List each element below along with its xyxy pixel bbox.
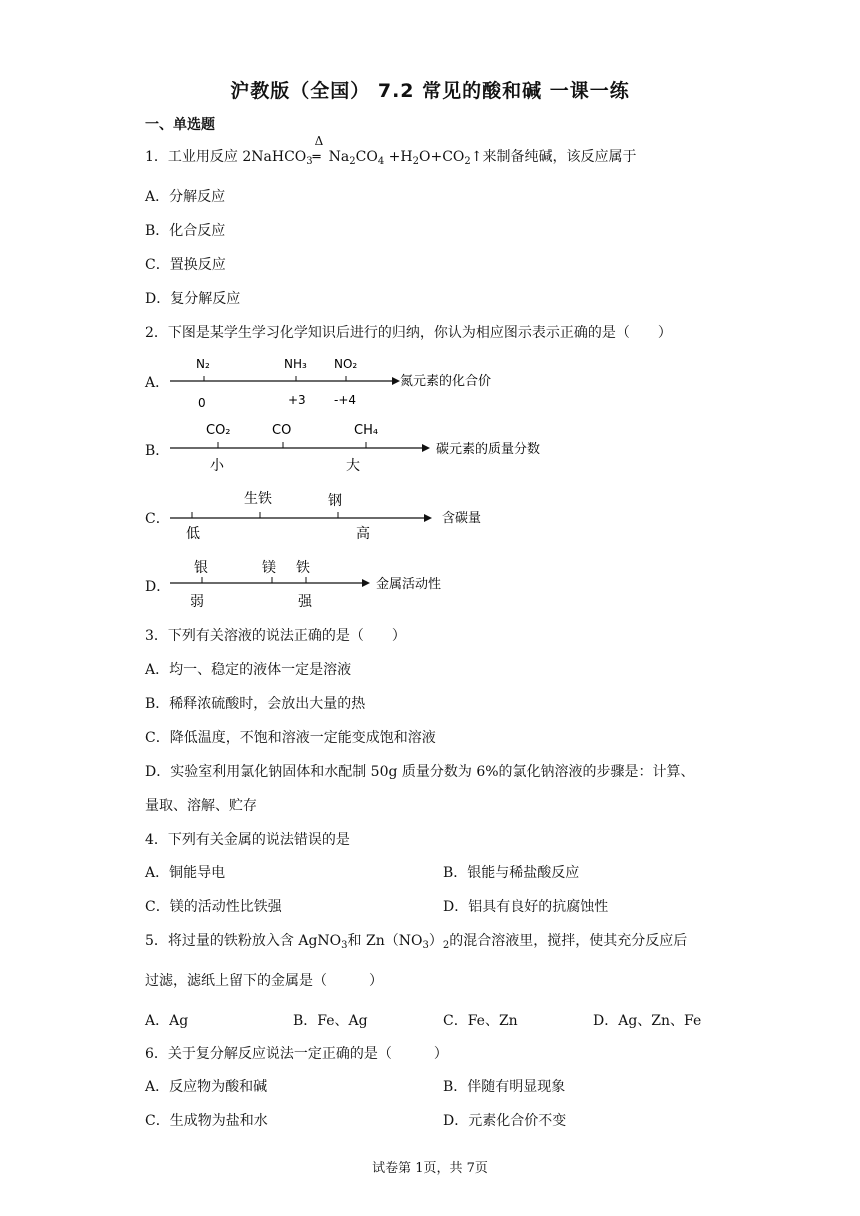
q6-option-a: A．反应物为酸和碱 [145, 1079, 268, 1095]
value-plus3: +3 [288, 393, 306, 407]
question-6-stem: 6．关于复分解反应说法一定正确的是（ ） [145, 1046, 448, 1062]
question-5-stem-cont: 过滤，滤纸上留下的金属是（ ） [145, 973, 383, 989]
page-footer: 试卷第 1页，共 7页 [372, 1161, 488, 1176]
heating-equals-sign [312, 134, 329, 165]
q2-option-b-letter: B． [145, 443, 170, 459]
formula-part: Na [328, 149, 350, 165]
question-number: 1． [145, 149, 168, 165]
formula-part: +H [384, 149, 413, 165]
axis-label-c: 含碳量 [442, 511, 482, 526]
question-2-stem: 2．下图是某学生学习化学知识后进行的归纳，你认为相应图示表示正确的是（ ） [145, 325, 672, 341]
value-plus4: -+4 [334, 393, 357, 407]
subscript: 2 [412, 156, 419, 167]
label-iron: 铁 [296, 560, 310, 576]
axis-label-b: 碳元素的质量分数 [436, 442, 541, 457]
q4-option-a: A．铜能导电 [145, 865, 226, 881]
label-low: 低 [186, 526, 200, 542]
label-steel: 钢 [328, 493, 342, 509]
q1-option-c: C．置换反应 [145, 257, 226, 273]
gas-arrow: ↑ [470, 149, 483, 165]
q2-diagram-b [160, 418, 580, 482]
stem-part: 的混合溶液里，搅拌，使其充分反应后 [449, 933, 688, 949]
subscript: 3 [422, 940, 429, 951]
q6-option-c: C．生成物为盐和水 [145, 1113, 268, 1129]
value-0: 0 [198, 396, 206, 410]
q5-option-d: D．Ag、Zn、Fe [593, 1013, 702, 1029]
label-high: 高 [356, 526, 370, 542]
stem-part: ） [428, 933, 443, 949]
q1-option-a: A．分解反应 [145, 189, 226, 205]
axis-label-d: 金属活动性 [376, 577, 442, 592]
subscript: 3 [341, 940, 348, 951]
section-heading: 一、单选题 [145, 117, 215, 133]
subscript: 3 [306, 156, 313, 167]
axis-label-a: 氮元素的化合价 [400, 374, 492, 389]
label-co: CO [272, 423, 292, 438]
formula-part: CO [355, 149, 378, 165]
label-strong: 强 [298, 594, 312, 610]
label-co2: CO₂ [206, 423, 231, 438]
label-ch4: CH₄ [354, 423, 379, 438]
q3-option-c: C．降低温度，不饱和溶液一定能变成饱和溶液 [145, 730, 436, 746]
question-3-stem: 3．下列有关溶液的说法正确的是（ ） [145, 628, 406, 644]
formula-part: 来制备纯碱，该反应属于 [482, 149, 637, 165]
q3-option-b: B．稀释浓硫酸时，会放出大量的热 [145, 696, 366, 712]
q2-diagram-a [160, 352, 540, 416]
q3-option-d: D．实验室利用氯化钠固体和水配制 50g 质量分数为 6%的氯化钠溶液的步骤是：计算、 [145, 764, 695, 780]
label-magnesium: 镁 [262, 560, 276, 576]
label-n2: N₂ [196, 357, 210, 371]
q5-option-b: B．Fe、Ag [293, 1013, 368, 1029]
delta-symbol: Δ [314, 134, 324, 148]
q2-option-c-letter: C． [145, 511, 170, 527]
label-small: 小 [210, 458, 224, 474]
label-pig-iron: 生铁 [244, 491, 272, 507]
q4-option-c: C．镁的活动性比铁强 [145, 899, 282, 915]
q2-option-d-letter: D． [145, 579, 171, 595]
q6-option-d: D．元素化合价不变 [443, 1113, 567, 1129]
label-no2: NO₂ [334, 357, 358, 371]
q2-diagram-d [160, 554, 540, 618]
label-weak: 弱 [190, 594, 204, 610]
stem-part: 5．将过量的铁粉放入含 AgNO [145, 933, 342, 949]
label-large: 大 [346, 458, 360, 474]
q1-option-d: D．复分解反应 [145, 291, 241, 307]
formula-part: O+CO [418, 149, 465, 165]
q2-option-a-letter: A． [145, 375, 170, 391]
label-nh3: NH₃ [284, 357, 307, 371]
subscript: 2 [442, 940, 450, 951]
q6-option-b: B．伴随有明显现象 [443, 1079, 566, 1095]
label-silver: 银 [194, 560, 208, 576]
equals-symbol: ═ [312, 150, 321, 165]
q5-option-a: A．Ag [145, 1013, 189, 1029]
q1-option-b: B．化合反应 [145, 223, 226, 239]
subscript: 2 [464, 156, 471, 167]
question-4-stem: 4．下列有关金属的说法错误的是 [145, 832, 350, 848]
q3-option-a: A．均一、稳定的液体一定是溶液 [145, 662, 352, 678]
subscript: 4 [377, 156, 385, 167]
subscript: 2 [349, 156, 356, 167]
page-title: 沪教版（全国） 7.2 常见的酸和碱 一课一练 [230, 80, 630, 102]
q2-diagram-c [160, 486, 540, 550]
stem-part: 和 Zn（NO [347, 933, 423, 949]
q4-option-d: D．铝具有良好的抗腐蚀性 [443, 899, 609, 915]
question-5-stem [145, 930, 687, 950]
q4-option-b: B．银能与稀盐酸反应 [443, 865, 580, 881]
question-1-stem [145, 134, 637, 167]
formula-part: 工业用反应 2NaHCO [167, 149, 307, 165]
q5-option-c: C．Fe、Zn [443, 1013, 518, 1029]
q3-option-d-cont: 量取、溶解、贮存 [145, 798, 257, 814]
